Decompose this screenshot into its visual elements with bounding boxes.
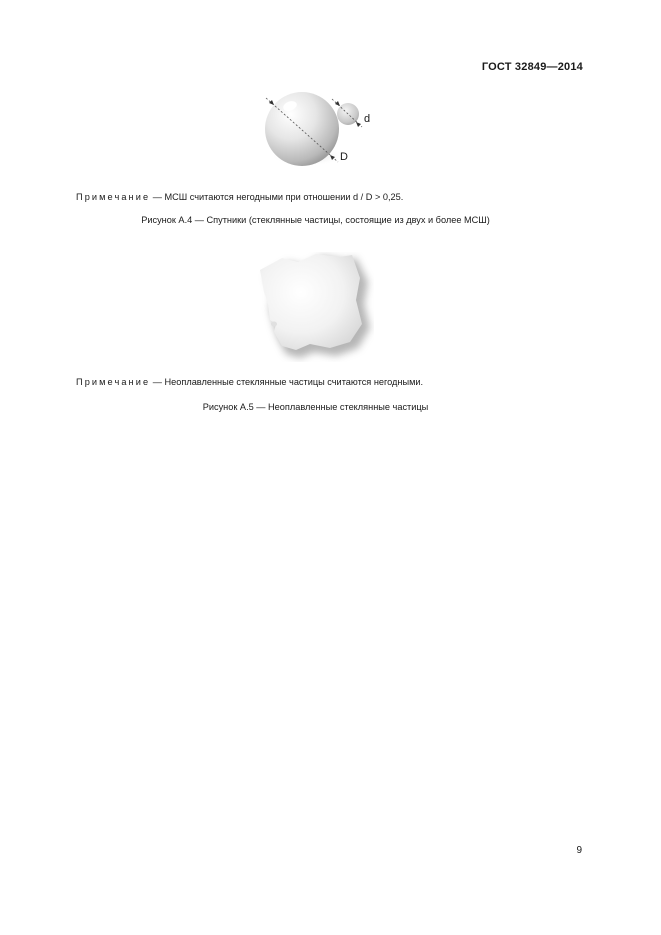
- unmelted-particle-illustration: [252, 252, 374, 362]
- figure-a5-unmelted-particle: [252, 252, 374, 362]
- document-code: ГОСТ 32849—2014: [481, 61, 583, 73]
- figure-caption-a5: Рисунок А.5 — Неоплавленные стеклянные частицы: [202, 402, 429, 412]
- arrow-small-top: [335, 101, 340, 106]
- arrow-large-top: [269, 100, 274, 105]
- note-text: Неоплавленные стеклянные частицы считаются негодными.: [164, 377, 424, 387]
- large-sphere: [265, 92, 339, 166]
- particle-dent: [271, 322, 277, 327]
- particle-body: [260, 254, 362, 350]
- note-label: Примечание: [76, 377, 151, 387]
- figure-caption-a4: Рисунок А.4 — Спутники (стеклянные частицы, состоящие из двух и более МСШ): [141, 215, 490, 225]
- note-a4: [76, 192, 403, 202]
- label-small-diameter: d: [364, 113, 371, 125]
- arrow-small-bottom: [356, 122, 361, 127]
- label-large-diameter: D: [340, 151, 348, 163]
- note-dash: —: [152, 377, 162, 387]
- note-a5: [76, 377, 423, 387]
- note-dash: —: [152, 192, 162, 202]
- note-text: МСШ считаются негодными при отношении d / D > 0,25.: [164, 192, 404, 202]
- page-number: 9: [576, 845, 582, 856]
- satellite-spheres-illustration: [260, 92, 380, 168]
- figure-a4-satellites: [260, 92, 380, 168]
- note-label: Примечание: [76, 192, 151, 202]
